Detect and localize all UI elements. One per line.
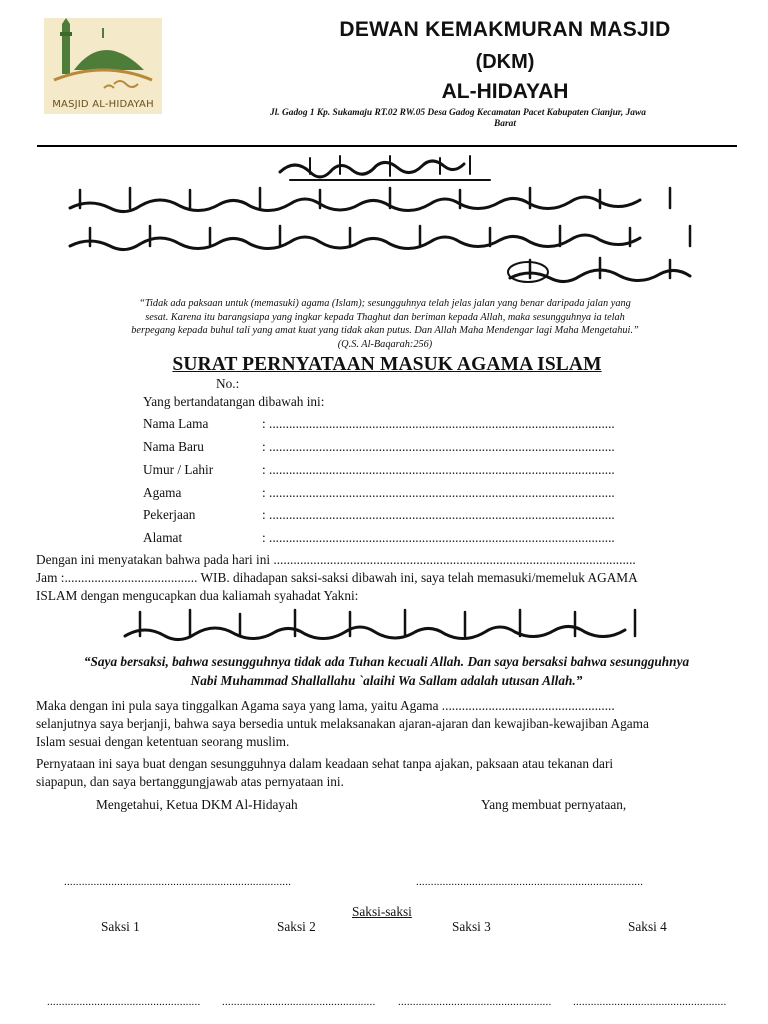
statement-line-1: Dengan ini menyatakan bahwa pada hari ini ............................................................................................................. bbox=[36, 552, 636, 567]
address-line-2: Barat bbox=[494, 119, 516, 129]
field-line-nama-baru[interactable]: : ........................................................................................................ bbox=[262, 439, 615, 454]
statement-line-3: ISLAM dengan mengucapkan dua kaliamah syahadat Yakni: bbox=[36, 588, 359, 603]
org-address bbox=[270, 108, 740, 130]
org-abbrev: (DKM) bbox=[475, 51, 535, 73]
syahadat-translation bbox=[36, 652, 737, 690]
document-number-label: No.: bbox=[216, 376, 240, 391]
syahadat-translation-line-2: Nabi Muhammad Shallallahu `alaihi Wa Sallam adalah utusan Allah.” bbox=[190, 673, 583, 688]
declaration-paragraph bbox=[36, 755, 737, 791]
verse-reference: (Q.S. Al-Baqarah:256) bbox=[337, 338, 433, 350]
masjid-logo bbox=[44, 18, 162, 114]
org-title: DEWAN KEMAKMURAN MASJID bbox=[339, 18, 671, 41]
para3-line-1: Pernyataan ini saya buat dengan sesungguhnya dalam keadaan sehat tanpa ajakan, paksaan atau tekanan dari bbox=[36, 756, 614, 771]
statement-paragraph bbox=[36, 551, 737, 605]
syahadat-translation-line-1: “Saya bersaksi, bahwa sesungguhnya tidak ada Tuhan kecuali Allah. Dan saya bersaksi bahwa sesungguhnya bbox=[83, 654, 690, 669]
syahadat-calligraphy bbox=[120, 604, 660, 648]
verse-translation-line-2: sesat. Karena itu barangsiapa yang ingkar kepada Thaghut dan beriman kepada Allah, maka sesungguhnya ia telah bbox=[145, 311, 625, 323]
field-line-umur-lahir[interactable]: : ........................................................................................................ bbox=[262, 462, 615, 477]
witness-4-label: Saksi 4 bbox=[628, 919, 667, 934]
para2-line-1: Maka dengan ini pula saya tinggalkan Agama saya yang lama, yaitu Agama .................................................... bbox=[36, 698, 615, 713]
declarant-label: Yang membuat pernyataan, bbox=[481, 797, 627, 812]
field-line-alamat[interactable]: : ........................................................................................................ bbox=[262, 530, 615, 545]
witness-2-signature-line[interactable]: .................................................... bbox=[222, 996, 376, 1008]
para2-line-3: Islam sesuai dengan ketentuan seorang muslim. bbox=[36, 734, 290, 749]
dkm-chairman-signature-line[interactable]: ............................................................................. bbox=[64, 876, 292, 888]
witnesses-title: Saksi-saksi bbox=[352, 904, 412, 919]
witness-4-signature-line[interactable]: .................................................... bbox=[573, 996, 727, 1008]
field-label-agama: Agama bbox=[143, 485, 182, 500]
verse-translation bbox=[60, 297, 710, 351]
field-label-umur-lahir: Umur / Lahir bbox=[143, 462, 214, 477]
statement-line-2: Jam :........................................ WIB. dihadapan saksi-saksi dibawah ini, saya telah memasuki/memeluk AGAMA bbox=[36, 570, 638, 585]
verse-translation-line-3: berpegang kepada buhul tali yang amat kuat yang tidak akan putus. Dan Allah Maha Mendengar lagi Maha Mengetahui.” bbox=[131, 325, 639, 336]
para2-line-2: selanjutnya saya berjanji, bahwa saya bersedia untuk melaksanakan ajaran-ajaran dan kewajiban-kewajiban Agama bbox=[36, 716, 649, 731]
address-line-1: Jl. Gadog 1 Kp. Sukamaju RT.02 RW.05 Desa Gadog Kecamatan Pacet Kabupaten Cianjur, Jawa bbox=[270, 108, 646, 118]
declarant-signature-line[interactable]: ............................................................................. bbox=[416, 876, 644, 888]
dkm-chairman-label: Mengetahui, Ketua DKM Al-Hidayah bbox=[96, 797, 298, 812]
field-line-agama[interactable]: : ........................................................................................................ bbox=[262, 485, 615, 500]
document-title: SURAT PERNYATAAN MASUK AGAMA ISLAM bbox=[172, 354, 602, 375]
org-name: AL-HIDAYAH bbox=[441, 80, 569, 103]
field-label-alamat: Alamat bbox=[143, 530, 183, 545]
witness-3-label: Saksi 3 bbox=[452, 919, 491, 934]
witness-1-signature-line[interactable]: .................................................... bbox=[47, 996, 201, 1008]
field-label-nama-lama: Nama Lama bbox=[143, 416, 209, 431]
para3-line-2: siapapun, dan saya bertanggungjawab atas pernyataan ini. bbox=[36, 774, 344, 789]
abandon-religion-paragraph bbox=[36, 697, 737, 751]
field-line-nama-lama[interactable]: : ........................................................................................................ bbox=[262, 416, 615, 431]
header-divider bbox=[37, 145, 737, 147]
field-label-pekerjaan: Pekerjaan bbox=[143, 507, 196, 522]
witness-3-signature-line[interactable]: .................................................... bbox=[398, 996, 552, 1008]
field-label-nama-baru: Nama Baru bbox=[143, 439, 204, 454]
verse-translation-line-1: “Tidak ada paksaan untuk (memasuki) agama (Islam); sesungguhnya telah jelas jalan yang benar daripada jalan yang bbox=[139, 298, 631, 309]
basmalah-verse-calligraphy bbox=[60, 150, 710, 290]
intro-text: Yang bertandatangan dibawah ini: bbox=[143, 394, 325, 409]
logo-caption: MASJID AL-HIDAYAH bbox=[52, 99, 154, 110]
witness-1-label: Saksi 1 bbox=[101, 919, 140, 934]
field-line-pekerjaan[interactable]: : ........................................................................................................ bbox=[262, 507, 615, 522]
witness-2-label: Saksi 2 bbox=[277, 919, 316, 934]
